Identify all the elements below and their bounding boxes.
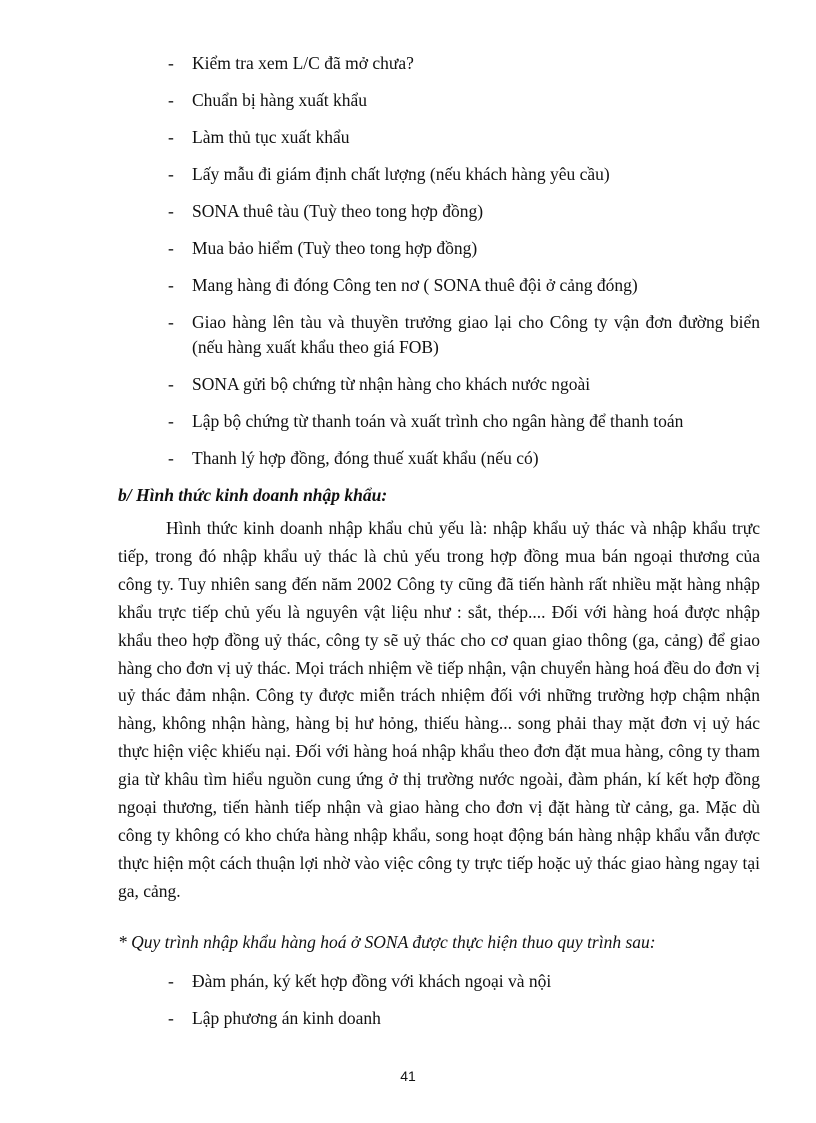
list-item xyxy=(168,273,760,298)
page-number: 41 xyxy=(400,1068,416,1084)
bullet-dash: - xyxy=(168,53,174,73)
bullet-dash: - xyxy=(168,164,174,184)
list-item-text: Lập bộ chứng từ thanh toán và xuất trình cho ngân hàng để thanh toán xyxy=(192,411,684,431)
list-item xyxy=(168,372,760,397)
list-item-text: Mua bảo hiểm (Tuỳ theo tong hợp đồng) xyxy=(192,238,478,258)
import-steps-list xyxy=(168,969,760,1043)
list-item xyxy=(168,236,760,261)
list-item-text: Chuẩn bị hàng xuất khẩu xyxy=(192,90,367,110)
list-item-text: Làm thủ tục xuất khẩu xyxy=(192,127,350,147)
list-item xyxy=(168,446,760,471)
list-item xyxy=(168,969,760,994)
bullet-dash: - xyxy=(168,971,174,991)
body-paragraph: Hình thức kinh doanh nhập khẩu chủ yếu là: nhập khẩu uỷ thác và nhập khẩu trực tiếp, trong đó nhập khẩu uỷ thác là chủ yếu trong hợp đồng mua bán ngoại thương của công ty. Tuy nhiên sang đến năm 2002 Công ty cũng đã tiến hành rất nhiều mặt hàng nhập khẩu trực tiếp chủ yếu là nguyên vật liệu như : sắt, thép.... Đối với hàng hoá được nhập khẩu theo hợp đồng uỷ thác, công ty sẽ uỷ thác cho cơ quan giao thông (ga, cảng) để giao hàng cho đơn vị uỷ thác. Mọi trách nhiệm về tiếp nhận, vận chuyển hàng hoá đều do đơn vị uỷ thác đảm nhận. Công ty được miễn trách nhiệm đối với những trường hợp chậm nhận hàng, không nhận hàng, hàng bị hư hỏng, thiếu hàng... song phải thay mặt đơn vị uỷ hác thực hiện việc khiếu nại. Đối với hàng hoá nhập khẩu theo đơn đặt mua hàng, công ty tham gia từ khâu tìm hiểu nguồn cung ứng ở thị trường nước ngoài, đàm phán, kí kết hợp đồng ngoại thương, tiến hành tiếp nhận và giao hàng cho đơn vị đặt hàng từ cảng, ga. Mặc dù công ty không có kho chứa hàng nhập khẩu, song hoạt động bán hàng nhập khẩu vẫn được thực hiện một cách thuận lợi nhờ vào việc công ty trực tiếp hoặc uỷ thác giao hàng ngay tại ga, cảng. xyxy=(118,518,760,901)
list-item-text: Lập phương án kinh doanh xyxy=(192,1008,381,1028)
bullet-dash: - xyxy=(168,312,174,332)
list-item xyxy=(168,1006,760,1031)
bullet-dash: - xyxy=(168,1008,174,1028)
bullet-dash: - xyxy=(168,275,174,295)
list-item xyxy=(168,88,760,113)
bullet-dash: - xyxy=(168,127,174,147)
list-item-text: Mang hàng đi đóng Công ten nơ ( SONA thuê đội ở cảng đóng) xyxy=(192,275,638,295)
list-item xyxy=(168,162,760,187)
list-item-text: Kiểm tra xem L/C đã mở chưa? xyxy=(192,53,414,73)
list-item-text: Lấy mẫu đi giám định chất lượng (nếu khách hàng yêu cầu) xyxy=(192,164,610,184)
list-item xyxy=(168,409,760,434)
bullet-dash: - xyxy=(168,411,174,431)
list-item xyxy=(168,199,760,224)
bullet-dash: - xyxy=(168,238,174,258)
list-item-text: Giao hàng lên tàu và thuyền trưởng giao lại cho Công ty vận đơn đường biển (nếu hàng xuất khẩu theo giá FOB) xyxy=(192,312,760,357)
bullet-dash: - xyxy=(168,201,174,221)
section-heading: b/ Hình thức kinh doanh nhập khẩu: xyxy=(118,485,388,505)
list-item xyxy=(168,51,760,76)
bullet-dash: - xyxy=(168,448,174,468)
list-item-text: SONA gửi bộ chứng từ nhận hàng cho khách nước ngoài xyxy=(192,374,591,394)
export-steps-list xyxy=(168,51,760,483)
list-item-text: Thanh lý hợp đồng, đóng thuế xuất khẩu (nếu có) xyxy=(192,448,539,468)
import-process-note: * Quy trình nhập khẩu hàng hoá ở SONA được thực hiện thuo quy trình sau: xyxy=(118,932,656,952)
list-item-text: SONA thuê tàu (Tuỳ theo tong hợp đồng) xyxy=(192,201,484,221)
list-item xyxy=(168,125,760,150)
bullet-dash: - xyxy=(168,90,174,110)
bullet-dash: - xyxy=(168,374,174,394)
list-item xyxy=(168,310,760,360)
list-item-text: Đàm phán, ký kết hợp đồng với khách ngoại và nội xyxy=(192,971,552,991)
